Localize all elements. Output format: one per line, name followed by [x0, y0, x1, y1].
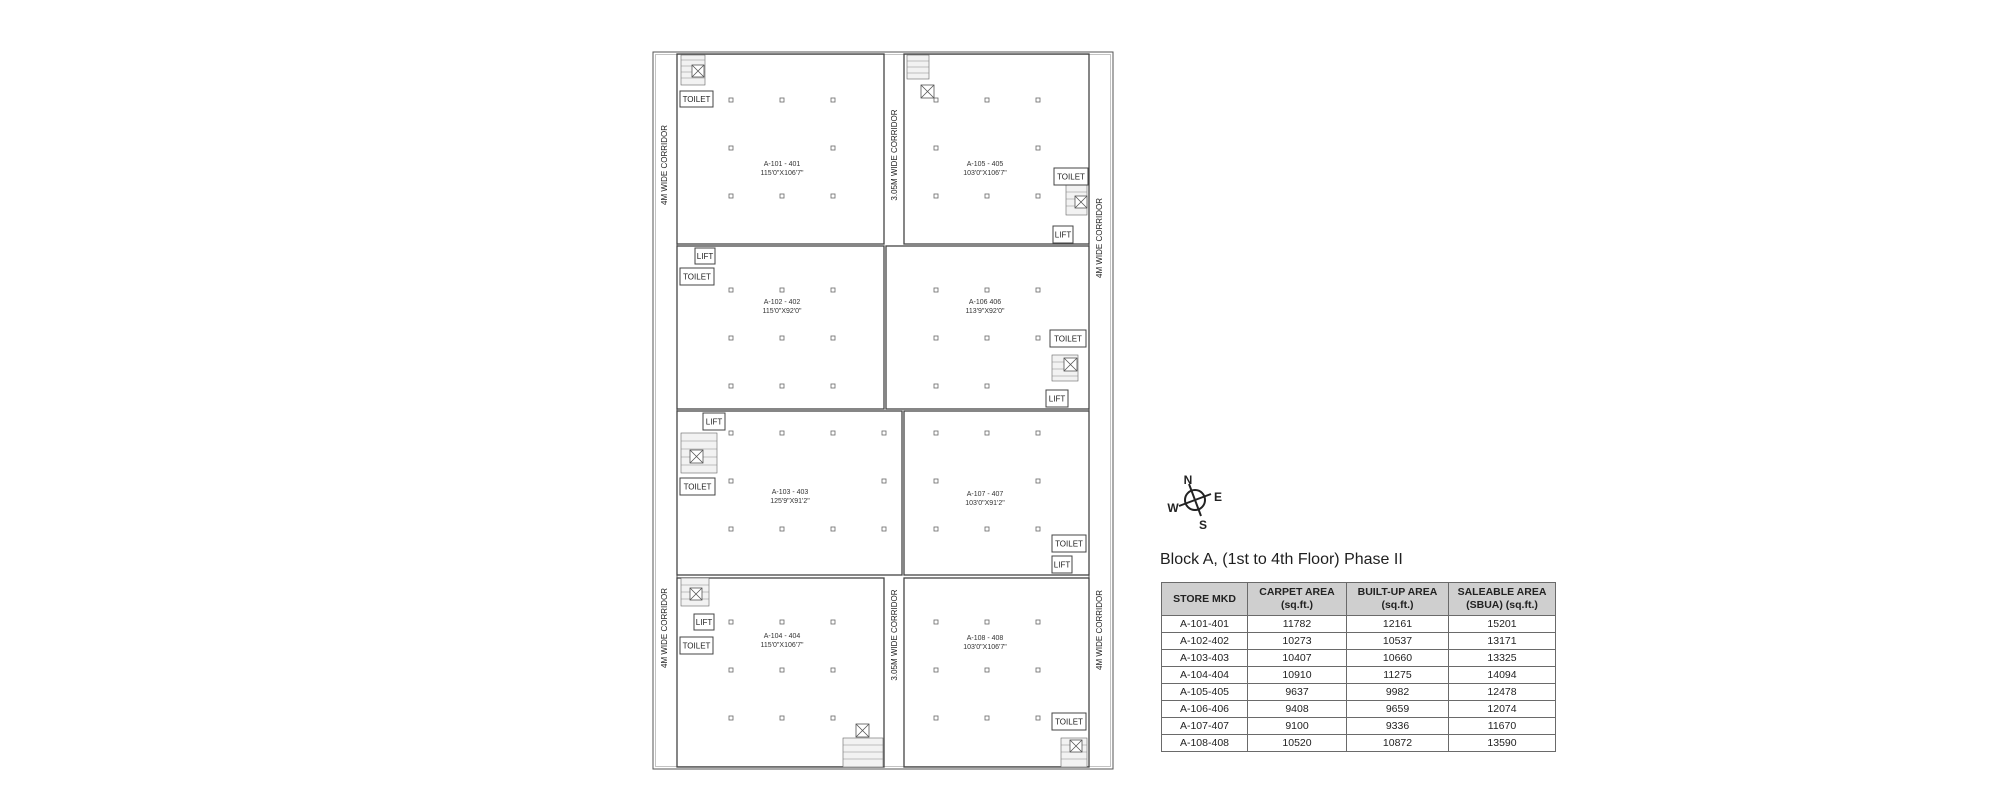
- toilet-label: TOILET: [1057, 172, 1085, 182]
- corridor-label: 4M WIDE CORRIDOR: [660, 588, 669, 668]
- header-line: CARPET AREA: [1259, 586, 1335, 598]
- corridor-label: 4M WIDE CORRIDOR: [1095, 198, 1104, 278]
- table-cell: 9982: [1347, 684, 1449, 701]
- lift-label: LIFT: [705, 417, 723, 427]
- table-header-row: [1162, 583, 1556, 616]
- table-cell: 14094: [1449, 667, 1556, 684]
- unit-dim: 115'0"X92'0": [762, 308, 802, 315]
- table-cell: 10537: [1347, 633, 1449, 650]
- table-row: [1162, 684, 1556, 701]
- lift-label: LIFT: [1053, 560, 1071, 570]
- toilet-label: TOILET: [1055, 539, 1083, 549]
- unit-dim: 103'0"X106'7": [963, 170, 1007, 177]
- compass-south: S: [1198, 518, 1208, 532]
- corridor-label: 3.05M WIDE CORRIDOR: [890, 589, 899, 681]
- unit-id: A-103 - 403: [771, 489, 809, 496]
- unit-id: A-107 - 407: [966, 491, 1004, 498]
- toilet-label: TOILET: [683, 482, 712, 492]
- toilet-label: TOILET: [683, 272, 711, 282]
- table-cell: A-101-401: [1162, 616, 1248, 633]
- unit-id: A-106 406: [968, 299, 1002, 306]
- table-cell: A-106-406: [1162, 701, 1248, 718]
- unit-dim: 115'0"X106'7": [760, 170, 804, 177]
- table-cell: 9408: [1248, 701, 1347, 718]
- table-cell: 9659: [1347, 701, 1449, 718]
- table-cell: 10910: [1248, 667, 1347, 684]
- table-cell: A-103-403: [1162, 650, 1248, 667]
- compass-east: E: [1213, 490, 1223, 504]
- table-cell: 9637: [1248, 684, 1347, 701]
- table-cell: 12074: [1449, 701, 1556, 718]
- table-cell: 12478: [1449, 684, 1556, 701]
- table-cell: A-102-402: [1162, 633, 1248, 650]
- corridor-label: 4M WIDE CORRIDOR: [1095, 590, 1104, 670]
- header-line: STORE MKD: [1173, 592, 1236, 605]
- table-cell: 11670: [1449, 718, 1556, 735]
- lift-label: LIFT: [1054, 230, 1072, 240]
- unit-dim: 125'9"X91'2": [770, 498, 810, 505]
- header-line: (SBUA) (sq.ft.): [1466, 599, 1538, 611]
- unit-dim: 103'0"X106'7": [963, 644, 1007, 651]
- table-row: [1162, 718, 1556, 735]
- header-built-up-area: [1347, 583, 1449, 616]
- table-cell: 10273: [1248, 633, 1347, 650]
- unit-id: A-104 - 404: [763, 633, 801, 640]
- toilet-label: TOILET: [682, 95, 711, 104]
- toilet-label: TOILET: [1055, 717, 1083, 727]
- unit-id: A-101 - 401: [763, 161, 801, 168]
- table-cell: 10407: [1248, 650, 1347, 667]
- table-row: [1162, 701, 1556, 718]
- unit-id: A-105 - 405: [966, 161, 1004, 168]
- table-cell: 10660: [1347, 650, 1449, 667]
- unit-dim: 103'0"X91'2": [965, 500, 1005, 507]
- toilet-label: TOILET: [682, 641, 711, 651]
- table-cell: A-107-407: [1162, 718, 1248, 735]
- area-table: [1161, 582, 1556, 752]
- table-row: [1162, 735, 1556, 752]
- table-row: [1162, 616, 1556, 633]
- header-saleable-area: [1449, 583, 1556, 616]
- unit-walls: [677, 54, 1089, 767]
- toilet-label: TOILET: [1054, 334, 1082, 344]
- table-cell: 9336: [1347, 718, 1449, 735]
- table-cell: 11275: [1347, 667, 1449, 684]
- table-cell: 15201: [1449, 616, 1556, 633]
- staircase: [843, 738, 883, 767]
- corridor-labels: [660, 109, 1104, 680]
- compass-west: W: [1167, 501, 1179, 515]
- table-cell: 10520: [1248, 735, 1347, 752]
- header-line: (sq.ft.): [1381, 599, 1414, 611]
- compass-north: N: [1183, 473, 1193, 487]
- lift-label: LIFT: [1048, 394, 1066, 404]
- header-carpet-area: [1248, 583, 1347, 616]
- table-row: [1162, 633, 1556, 650]
- table-cell: A-105-405: [1162, 684, 1248, 701]
- table-cell: 11782: [1248, 616, 1347, 633]
- table-cell: 12161: [1347, 616, 1449, 633]
- unit-outline-105: [904, 54, 1089, 244]
- table-cell: A-108-408: [1162, 735, 1248, 752]
- header-line: SALEABLE AREA: [1457, 586, 1547, 598]
- table-cell: 9100: [1248, 718, 1347, 735]
- block-title: Block A, (1st to 4th Floor) Phase II: [1160, 551, 1403, 568]
- table-cell: 10872: [1347, 735, 1449, 752]
- unit-id: A-102 - 402: [763, 299, 801, 306]
- compass-rose: [1167, 473, 1222, 532]
- corridor-label: 3.05M WIDE CORRIDOR: [890, 109, 899, 201]
- unit-id: A-108 - 408: [966, 635, 1004, 642]
- unit-dim: 115'0"X106'7": [760, 642, 804, 649]
- header-line: BUILT-UP AREA: [1357, 586, 1438, 598]
- table-cell: 13325: [1449, 650, 1556, 667]
- unit-outline-106: [886, 246, 1089, 409]
- header-store-mkd: [1162, 583, 1248, 616]
- header-line: (sq.ft.): [1280, 599, 1314, 611]
- table-cell: 13171: [1449, 633, 1556, 650]
- table-row: [1162, 667, 1556, 684]
- lift-label: LIFT: [696, 252, 714, 261]
- corridor-label: 4M WIDE CORRIDOR: [660, 125, 669, 205]
- unit-dim: 113'9"X92'0": [965, 308, 1005, 315]
- table-row: [1162, 650, 1556, 667]
- lift-label: LIFT: [695, 618, 713, 627]
- table-cell: A-104-404: [1162, 667, 1248, 684]
- unit-outline-101: [677, 54, 884, 244]
- table-cell: 13590: [1449, 735, 1556, 752]
